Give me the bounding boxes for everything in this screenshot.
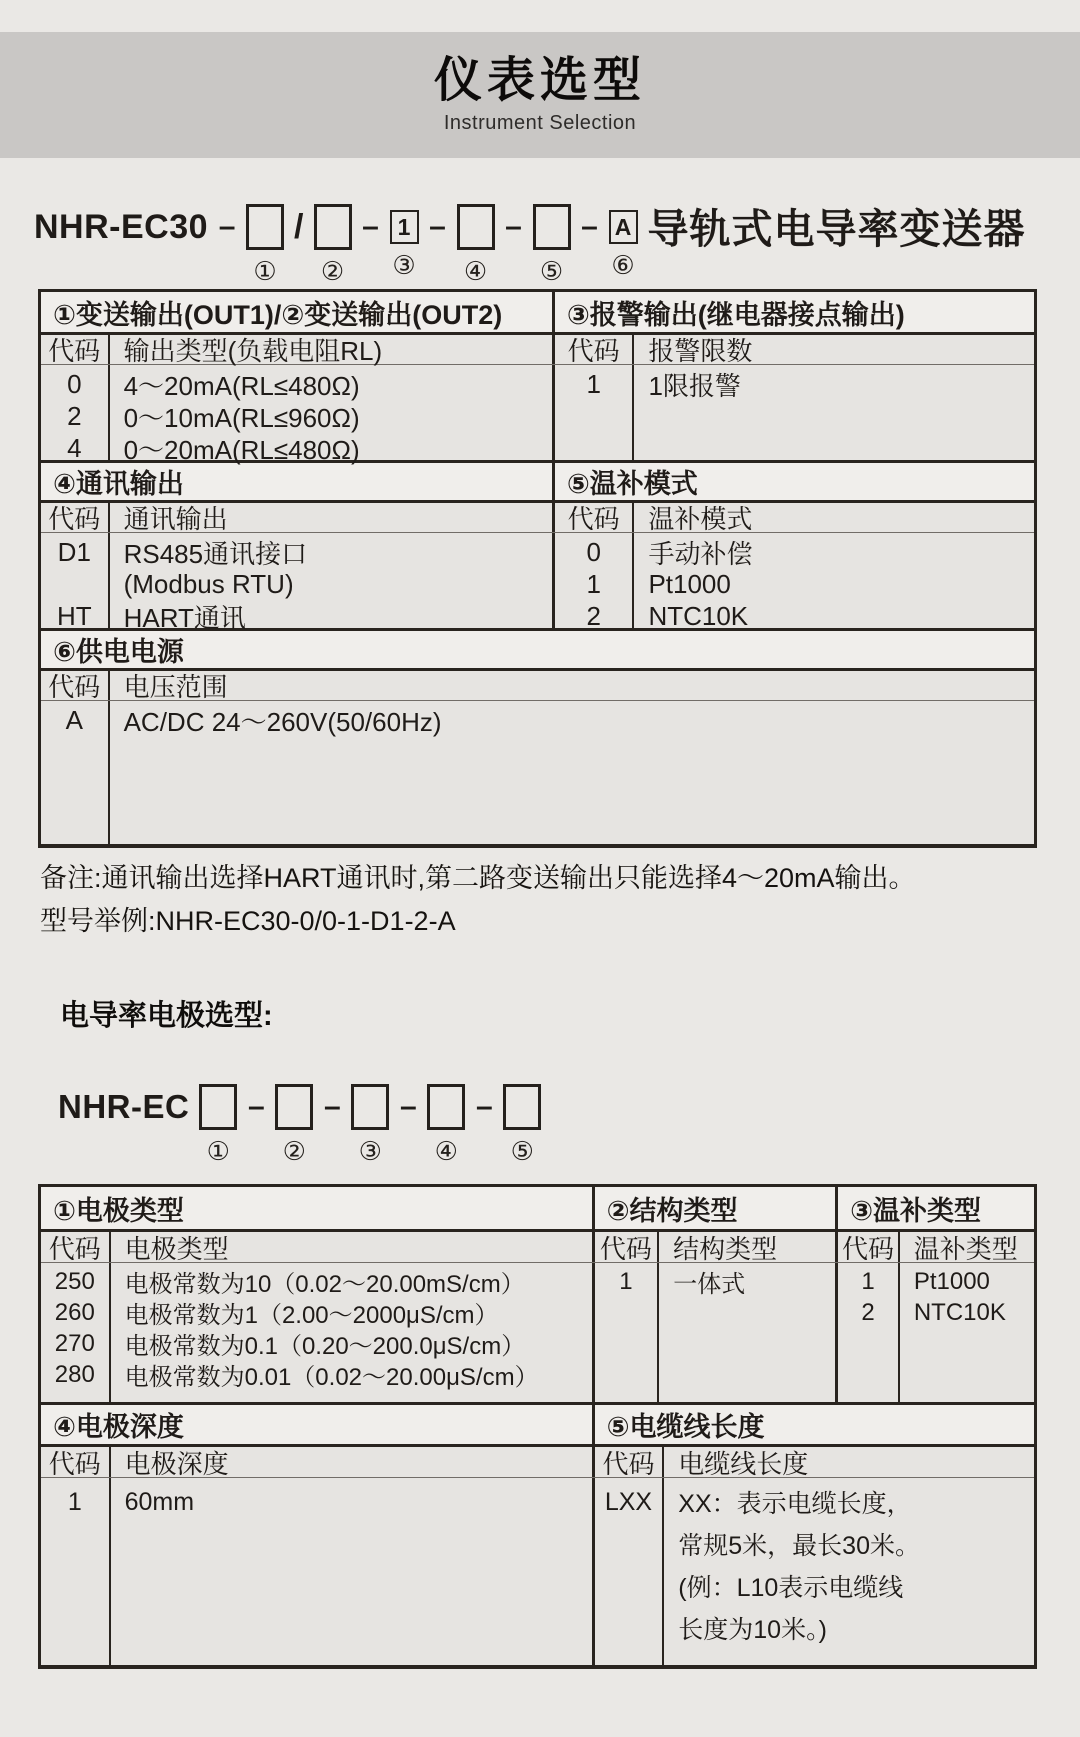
- tempcomp-value: NTC10K: [913, 1298, 1006, 1326]
- power-codes: [41, 701, 108, 844]
- electrode-type-header: 电极类型: [109, 1232, 592, 1262]
- model-description: 导轨式电导率变送器: [647, 206, 1026, 252]
- cable-header: 电缆线长度: [662, 1447, 1034, 1477]
- code-value: 280: [54, 1360, 95, 1388]
- transmitter-selection-table: [38, 289, 1037, 848]
- temp-mode-header: 温补模式: [632, 503, 1034, 532]
- section-title-power: ⑥供电电源: [53, 637, 184, 667]
- section-title-cable-length: ⑤电缆线长度: [592, 1405, 1034, 1444]
- electrode-body: [41, 1262, 1034, 1402]
- section-title-structure-type: ②结构类型: [592, 1187, 836, 1229]
- code-header: 代码: [592, 1447, 663, 1477]
- header-band: [0, 32, 1080, 158]
- model-prefix: NHR-EC30: [34, 208, 209, 246]
- dash: –: [581, 210, 598, 243]
- cable-line: 常规5米，最长30米。: [678, 1532, 920, 1560]
- code-value: D1: [57, 536, 91, 567]
- model-segment-5: [533, 204, 571, 284]
- comm-value: RS485通讯接口: [123, 538, 308, 569]
- electrode-value: 电极常数为10（0.02～20.00mS/cm）: [124, 1271, 525, 1298]
- alarm-values: [632, 365, 1034, 460]
- code-header: 代码: [48, 504, 101, 534]
- circled-number-5: ⑤: [539, 256, 564, 286]
- output-value: 0～10mA(RL≤960Ω): [123, 402, 360, 433]
- alarm-codes: [552, 365, 633, 460]
- power-value: AC/DC 24～260V(50/60Hz): [123, 706, 442, 737]
- model-segment-1: [246, 204, 284, 284]
- model-code-line-electrode: [58, 1084, 1080, 1164]
- comm-temp-body: [41, 532, 1034, 633]
- circled-number-2: ②: [282, 1136, 306, 1166]
- model-box-1: [246, 204, 284, 250]
- depth-values: [109, 1478, 592, 1665]
- alarm-limit-header: 报警限数: [632, 335, 1034, 364]
- code-value: 0: [586, 536, 601, 567]
- circled-number-4: ④: [463, 256, 488, 286]
- dash: –: [429, 210, 446, 243]
- code-value: 0: [67, 368, 82, 399]
- section-row-output-alarm: [41, 292, 1034, 332]
- code-value: A: [65, 704, 83, 735]
- output-value: 4～20mA(RL≤480Ω): [123, 370, 360, 401]
- code-value: HT: [56, 600, 92, 631]
- model-box-5: [503, 1084, 541, 1130]
- structure-codes: [592, 1263, 658, 1402]
- electrode-values: [109, 1263, 592, 1402]
- model-segment-3: [351, 1084, 389, 1164]
- section-row-electrode-structure-temp: [41, 1187, 1034, 1229]
- depth-cable-body: [41, 1477, 1034, 1665]
- output-type-header: 输出类型(负载电阻RL): [108, 335, 552, 364]
- slash: /: [294, 208, 304, 246]
- code-value: 2: [586, 600, 601, 631]
- model-segment-4: [427, 1084, 465, 1164]
- model-segment-6: [609, 204, 638, 278]
- depth-header: 电极深度: [109, 1447, 592, 1477]
- power-body: [41, 700, 1034, 844]
- code-header: 代码: [48, 336, 101, 366]
- code-header: 代码: [48, 1233, 101, 1264]
- code-header: 代码: [48, 672, 101, 702]
- code-header: 代码: [552, 503, 633, 532]
- comm-values: [108, 533, 552, 633]
- circled-number-3: ③: [358, 1136, 382, 1166]
- tempcomp-value: Pt1000: [913, 1267, 990, 1295]
- model-code-line-transmitter: [34, 204, 1080, 284]
- column-header-row: [41, 1444, 1034, 1477]
- output-values: [108, 365, 552, 465]
- notes: [40, 857, 1080, 943]
- circled-number-5: ⑤: [510, 1136, 534, 1166]
- electrode-value: 电极常数为1（2.00～2000μS/cm）: [124, 1302, 499, 1329]
- code-value: 250: [54, 1267, 95, 1295]
- temp-value: 手动补偿: [648, 538, 753, 569]
- comm-header: 通讯输出: [108, 503, 552, 532]
- electrode-codes: [41, 1263, 109, 1402]
- circled-number-6: ⑥: [611, 250, 635, 280]
- section-title-electrode-type: ①电极类型: [53, 1195, 184, 1226]
- depth-codes: [41, 1478, 109, 1665]
- page-title: 仪表选型: [433, 54, 646, 108]
- cable-line: 长度为10米。): [678, 1616, 827, 1644]
- output-alarm-body: [41, 364, 1034, 465]
- circled-number-1: ①: [206, 1136, 230, 1166]
- column-header-row: [41, 500, 1034, 532]
- dash: –: [247, 1090, 265, 1123]
- output-codes: [41, 365, 108, 463]
- model-prefix: NHR-EC: [58, 1088, 190, 1125]
- code-header: 代码: [552, 335, 633, 364]
- power-values: [108, 701, 1034, 844]
- section-title-comm-output: ④通讯输出: [53, 469, 184, 499]
- dash: –: [505, 210, 522, 243]
- code-header: 代码: [48, 1448, 101, 1479]
- model-segment-2: [275, 1084, 313, 1164]
- code-value: LXX: [604, 1487, 653, 1516]
- model-box-4: [427, 1084, 465, 1130]
- tempcomp-codes: [835, 1263, 898, 1402]
- temp-codes: [552, 533, 633, 631]
- model-box-4: [457, 204, 495, 250]
- tempcomp-values: [898, 1263, 1034, 1402]
- code-value: 1: [586, 368, 601, 399]
- code-value: [41, 568, 108, 600]
- code-header: 代码: [835, 1232, 898, 1262]
- dash: –: [399, 1090, 417, 1123]
- comm-value: HART通讯: [123, 602, 246, 633]
- comm-codes: [41, 533, 108, 631]
- code-value: 270: [54, 1329, 95, 1357]
- model-segment-5: [503, 1084, 541, 1164]
- output-value: 0～20mA(RL≤480Ω): [123, 434, 360, 465]
- code-value: 2: [67, 400, 82, 431]
- model-box-1: [199, 1084, 237, 1130]
- depth-value: 60mm: [124, 1487, 195, 1516]
- dash: –: [323, 1090, 341, 1123]
- column-header-row: [41, 668, 1034, 700]
- voltage-header: 电压范围: [108, 671, 1034, 700]
- temp-value: NTC10K: [648, 600, 749, 631]
- code-value: 4: [67, 432, 82, 463]
- electrode-value: 电极常数为0.1（0.20～200.0μS/cm）: [124, 1333, 526, 1360]
- section-title-electrode-depth: ④电极深度: [53, 1412, 184, 1442]
- circled-number-3: ③: [392, 250, 416, 280]
- model-box-2: [314, 204, 352, 250]
- model-box-5: [533, 204, 571, 250]
- dash: –: [475, 1090, 493, 1123]
- code-value: 260: [54, 1298, 95, 1326]
- column-header-row: [41, 332, 1034, 364]
- model-box-3: [351, 1084, 389, 1130]
- comm-value: (Modbus RTU): [123, 568, 294, 599]
- section-title-transmit-output: ①变送输出(OUT1)/②变送输出(OUT2): [53, 299, 503, 330]
- circled-number-1: ①: [253, 256, 277, 286]
- temp-values: [632, 533, 1034, 631]
- model-segment-4: [457, 204, 495, 284]
- page-subtitle: Instrument Selection: [443, 111, 637, 134]
- alarm-value: 1限报警: [648, 370, 741, 401]
- section-title-tempcomp-type: ③温补类型: [835, 1187, 1034, 1229]
- circled-number-4: ④: [434, 1136, 458, 1166]
- tempcomp-type-header: 温补类型: [898, 1232, 1034, 1262]
- cable-values: [662, 1478, 1034, 1665]
- structure-value: 一体式: [673, 1271, 746, 1298]
- section-title-temp-mode: ⑤温补模式: [552, 463, 1034, 500]
- cable-line: (例：L10表示电缆线: [678, 1574, 904, 1602]
- dash: –: [362, 210, 379, 243]
- section-title-alarm-output: ③报警输出(继电器接点输出): [552, 292, 1034, 332]
- code-value: 2: [861, 1298, 875, 1326]
- code-value: 1: [586, 568, 601, 599]
- structure-type-header: 结构类型: [657, 1232, 835, 1262]
- electrode-value: 电极常数为0.01（0.02～20.00μS/cm）: [124, 1364, 539, 1391]
- note-line-1: 备注:通讯输出选择HART通讯时,第二路变送输出只能选择4～20mA输出。: [40, 863, 916, 893]
- cable-codes: [592, 1478, 663, 1665]
- cable-line: XX：表示电缆长度，: [678, 1490, 912, 1518]
- temp-value: Pt1000: [648, 568, 731, 599]
- code-header: 代码: [592, 1232, 658, 1262]
- section-row-depth-cable: [41, 1402, 1034, 1444]
- code-value: 1: [861, 1267, 875, 1295]
- model-box-3: 1: [390, 210, 419, 244]
- model-box-2: [275, 1084, 313, 1130]
- dash: –: [218, 210, 236, 243]
- model-segment-3: [390, 204, 419, 278]
- model-box-6: A: [609, 210, 638, 244]
- section-row-comm-temp: [41, 460, 1034, 500]
- electrode-selection-table: [38, 1184, 1037, 1669]
- column-header-row: [41, 1229, 1034, 1262]
- electrode-selection-heading: 电导率电极选型:: [60, 1000, 273, 1032]
- model-segment-1: [199, 1084, 237, 1164]
- note-line-2: 型号举例:NHR-EC30-0/0-1-D1-2-A: [40, 906, 456, 936]
- code-value: 1: [619, 1267, 633, 1295]
- structure-values: [657, 1263, 835, 1402]
- circled-number-2: ②: [320, 256, 345, 286]
- code-value: 1: [67, 1487, 82, 1516]
- section-row-power: [41, 628, 1034, 668]
- model-segment-2: [314, 204, 352, 284]
